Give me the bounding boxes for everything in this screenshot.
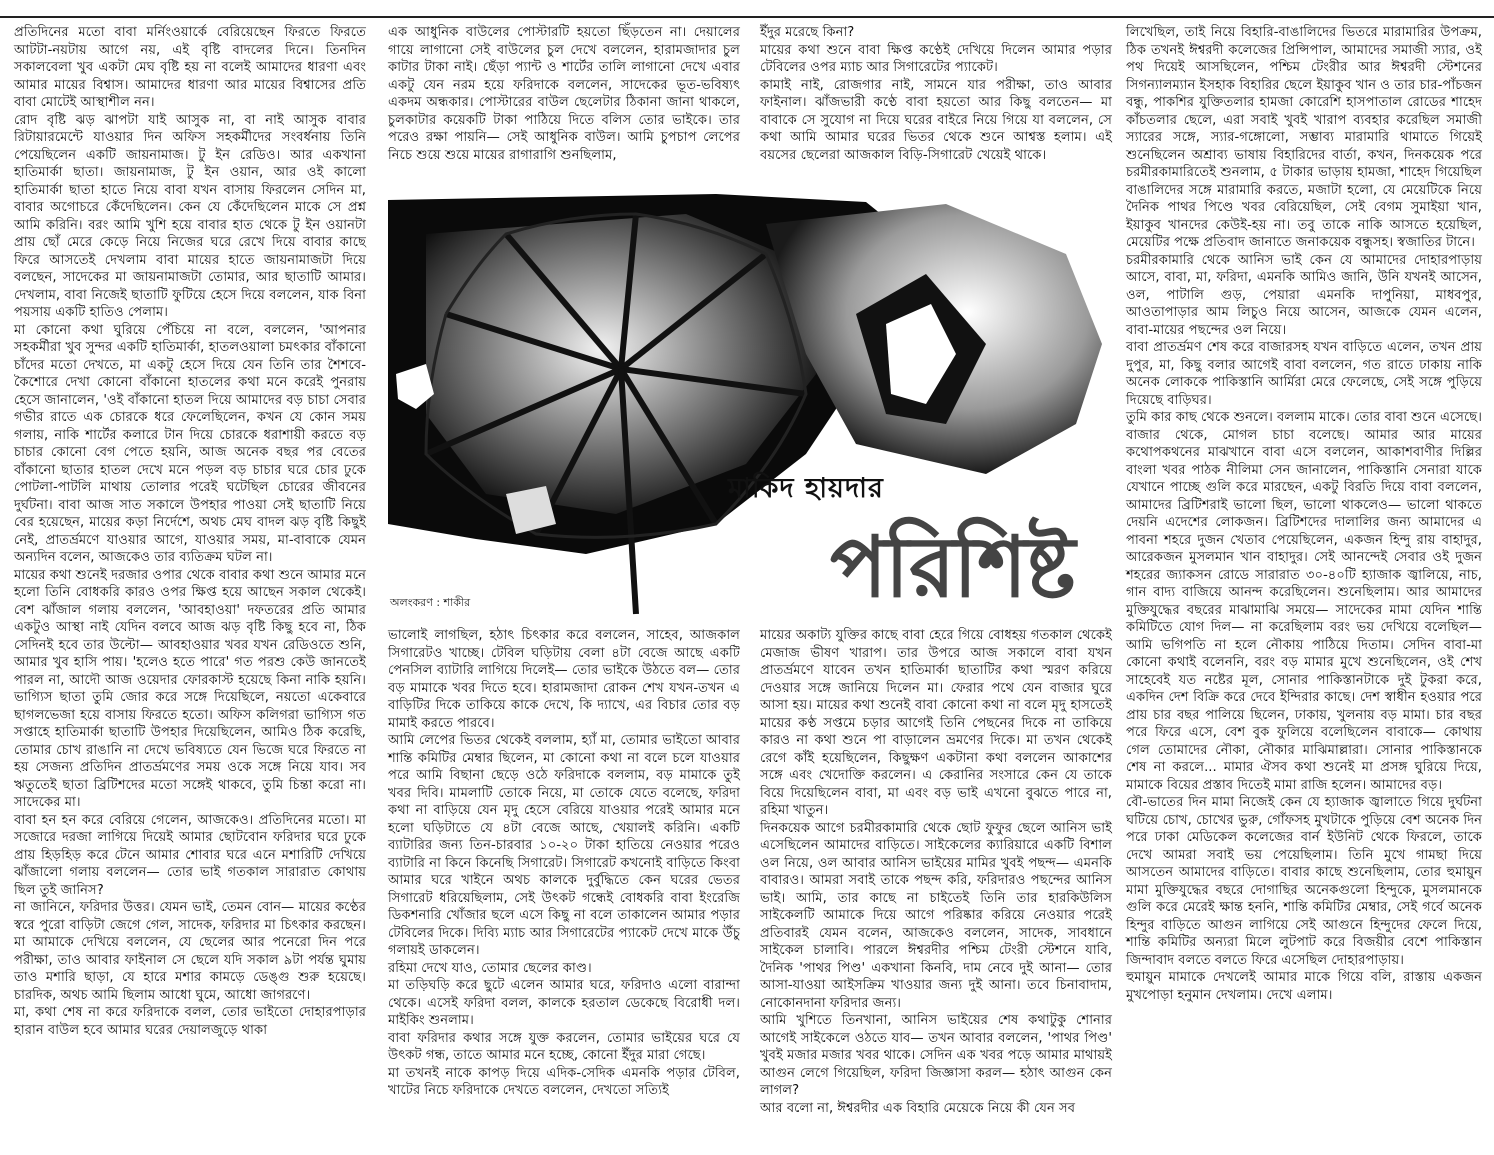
story-column-3-bottom [760, 627, 1112, 1137]
paragraph: আর বলো না, ঈশ্বরদীর এক বিহারি মেয়েকে নিয়ে কী যেন সব [760, 1100, 1076, 1116]
paragraph: দিনকয়েক আগে চরমীরকামারি থেকে ছোট ফুফুর ছেলে আনিস ভাই এসেছিলেন আমাদের বাড়িতে। সাইকেলের ক্যারিয়ারে একটি বিশাল ওল নিয়ে, ওল আবার আনিস ভাইয়ের মামির খুবই পছন্দ— এমনকি বাবারও। আমরা সবাই তাকে পছন্দ করি, ফরিদারও পছন্দের আনিস ভাই। আমি, তার কাছে না চাইতেই তিনি তার হারকিউলিস সাইকেলটি আমাকে দিয়ে আগে পরিষ্কার করিয়ে নেওয়ার পরেই প্রতিবারই যেমন বলেন, আজকেও বললেন, সাদেক, সাবধানে সাইকেল চালাবি। পারলে ঈশ্বরদীর পশ্চিম টেংরী স্টেশনে যাবি, দৈনিক 'পাথর পিণ্ড' একখানা কিনবি, দাম নেবে দুই আনা— তোর আসা-যাওয়া আইসক্রিম খাওয়ার জন্য দুই আনা। তবে চিনাবাদাম, নোকোনদানা ফরিদার জন্য। [760, 820, 1112, 1011]
story-column-2-bottom [388, 627, 740, 1137]
paragraph: বাবা ফরিদার কথার সঙ্গে যুক্ত করলেন, তোমার ভাইয়ের ঘরে যে উৎকট গন্ধ, তাতে আমার মনে হচ্ছে, কোনো ইঁদুর মারা গেছে। [388, 1030, 740, 1063]
paragraph: বৌ-ভাতের দিন মামা নিজেই কেন যে হ্যাজাক জ্বালাতে গিয়ে দুর্ঘটনা ঘটিয়ে চোখ, চোখের ভুরু, গোঁফসহ মুখটাকে পুড়িয়ে বেশ অনেক দিন পরে ঢাকা মেডিকেল কলেজের বার্ন ইউনিট থেকে ফিরলে, তাকে দেখে আমরা সবাই ভয় পেয়েছিলাম। তিনি মুখে গামছা দিয়ে আসতেন আমাদের বাড়িতে। বাবার কাছে শুনেছিলাম, তোর হুমায়ুন মামা মুক্তিযুদ্ধের বছরে দোগাছির অনেকগুলো হিন্দুকে, মুসলমানকে গুলি করে মেরেই ক্ষান্ত হননি, শান্তি কমিটির মেম্বার, সেই গর্বে অনেক হিন্দুর বাড়িতে আগুন লাগিয়ে সেই আগুনে হিন্দুদের ফেলে দিয়ে, শান্তি কমিটির অন্যরা মিলে লুটপাট করে বিজয়ীর বেশে পাকিস্তান জিন্দাবাদ বলতে বলতে ফিরে এসেছিল দোহারপাড়ায়। [1126, 795, 1482, 968]
paragraph: তুমি কার কাছ থেকে শুনলে। বললাম মাকে। তোর বাবা শুনে এসেছে। বাজার থেকে, মোগল চাচা বলেছে। আমার আর মায়ের কথোপকথনের মাঝখানে বাবা এসে বললেন, আকাশবাণীর দিল্লির বাংলা খবর পাঠক নীলিমা সেন জানালেন, পাকিস্তানি সেনারা যাকে যেখানে পাচ্ছে গুলি করে মারছেন, একটু বিরতি দিয়ে বাবা বললেন, আমাদের ব্রিটিশরাই ভালো ছিল, ভালো থাকলেও— ভালো থাকতে দেয়নি এদেশের লোকজন। ব্রিটিশদের দালালির জন্য আমাদের এ পাবনা শহরে দুজন খেতাব পেয়েছিলেন, একজন হিন্দু রায় বাহাদুর, আরেকজন মুসলমান খান বাহাদুর। সেই আনন্দেই সেবার ওই দুজন শহরের জ্যাকসন রোডে সারারাত ৩০-৪০টি হ্যাজাক জ্বালিয়ে, নাচ, গান বাদ্য বাজিয়ে আনন্দ করেছিলেন। শুনেছিলাম। আর আমাদের মুক্তিযুদ্ধের বছরের মাঝামাঝি সময়ে— সাদেকের মামা যেদিন শান্তি কমিটিতে যোগ দিল— না করেছিলাম বরং ভয় দেখিয়ে বলেছিল— আমি ভগিপতি না হলে নৌকায় পাঠিয়ে দিতাম। সেদিন বাবা-মা কোনো কথাই বলেননি, বরং বড় মামার মুখে শুনেছিলেন, ওই শেখ সাহেবেই যত নষ্টের মূল, সোনার পাকিস্তানটাকে দুই টুকরা করে, একদিন দেশ বিক্রি করে দেবে ইন্দিরার কাছে। দেশ স্বাধীন হওয়ার পরে প্রায় চার বছর পালিয়ে ছিলেন, ঢাকায়, খুলনায় বড় মামা। চার বছর পরে ফিরে এসে, বেশ বুক ফুলিয়ে বলেছিলেন বাবাকে— কোথায় গেল তোমাদের নৌকা, নৌকার মাঝিমাল্লারা। সোনার পাকিস্তানকে শেষ না করলে... মামার ঐসব কথা শুনেই মা প্রসঙ্গ ঘুরিয়ে দিয়ে, মামাকে বিয়ের প্রস্তাব দিতেই মামা রাজি হলেন। আমাদের বড়। [1126, 410, 1482, 793]
paragraph: মা, কথা শেষ না করে ফরিদাকে বলল, তোর ভাইতো দোহারপাড়ার হারান বাউল হবে আমার ঘরের দেয়ালজুড়ে থাকা [14, 1005, 366, 1038]
paragraph: এক আধুনিক বাউলের পোস্টারটি হয়তো ছিঁড়তেন না। দেয়ালের গায়ে লাগানো সেই বাউলের চুল দেখে বললেন, হারামজাদার চুল কাটার টাকা নাই। ছেঁড়া প্যান্ট ও শার্টের তালি লাগানো দেখে এবার একটু যেন নরম হয়ে ফরিদাকে বললেন, সাদেকের ভূত-ভবিষ্যৎ একদম অন্ধকার। পোস্টারের বাউল ছেলেটার ঠিকানা জানা থাকলে, চুলকাটার কয়েকটি টাকা পাঠিয়ে দিতে বলিস তোর ভাইকে। তার পরেও রক্ষা পায়নি— সেই আধুনিক বাউল। আমি চুপচাপ লেপের নিচে শুয়ে শুয়ে মায়ের রাগারাগি শুনছিলাম, [388, 25, 740, 163]
paragraph: ভালোই লাগছিল, হঠাৎ চিৎকার করে বললেন, সাহেব, আজকাল সিগারেটও খাচ্ছে। টেবিল ঘড়িটায় বেলা ৪টা বেজে আছে একটি পেনসিল ব্যাটারি লাগিয়ে দিলেই— তোর ভাইকে উঠতে বল— তোর বড় মামাকে খবর দিতে হবে। হারামজাদা রোকন শেখ যখন-তখন এ বাড়িটির দিকে তাকিয়ে কাকে দেখে, কি দ্যাখে, এর বিচার তোর বড় মামাই করতে পারবে। [388, 628, 740, 731]
paragraph: কামাই নাই, রোজগার নাই, সামনে যার পরীক্ষা, তাও আবার ফাইনাল। ঝাঁজভারী কণ্ঠে বাবা হয়তো আর কিছু বলতেন— মা বাবাকে সে সুযোগ না দিয়ে ঘরের বাইরে নিয়ে গিয়ে যা বললেন, সে কথা আমি আমার ঘরের ভিতর থেকে শুনে আশ্বস্ত হলাম। এই বয়সের ছেলেরা আজকাল বিড়ি-সিগারেট খেয়েই থাকে। [760, 77, 1112, 163]
paragraph: মায়ের অকাট্য যুক্তির কাছে বাবা হেরে গিয়ে বোধহয় গতকাল থেকেই মেজাজ ভীষণ খারাপ। তার উপরে আজ সকালে বাবা যখন প্রাতর্ভ্রমণে যাবেন তখন হাতিমার্কা ছাতাটির কথা স্মরণ করিয়ে দেওয়ার সঙ্গে জানিয়ে দিলেন মা। ফেরার পথে যেন বাজার ঘুরে আসা হয়। মায়ের কথা শুনেই বাবা কোনো কথা না বলে মৃদু হাসতেই মায়ের কণ্ঠ সপ্তমে চড়ার আগেই তিনি পেছনের দিকে না তাকিয়ে কারও না কথা শুনে পা বাড়ালেন ভ্রমণের দিকে। মা তখন থেকেই রেগে কাঁই হয়েছিলেন, কিছুক্ষণ একটানা কথা বললেন আকাশের সঙ্গে এবং খেদোক্তি করলেন। এ কেরানির সংসারে কেন যে তাকে বিয়ে দিয়েছিলেন বাবা, মা এবং বড় ভাই এখনো বুঝতে পারে না, রহিমা খাতুন। [760, 628, 1112, 818]
illustration-credit: অলংকরণ : শাকীর [390, 596, 471, 609]
paragraph: মায়ের কথা শুনেই দরজার ওপার থেকে বাবার কথা শুনে আমার মনে হলো তিনি বোধকরি কারও ওপর ক্ষিপ্ত হয়ে আছেন সকাল থেকেই। বেশ ঝাঁজাল গলায় বললেন, 'আবহাওয়া' দফতরের প্রতি আমার একটুও আস্থা নাই যেদিন বলবে আজ ঝড় বৃষ্টি কিছু হবে না, ঠিক সেদিনই হবে তার উল্টো— আবহাওয়ার খবর যখন রেডিওতে শুনি, আমার খুব হাসি পায়। 'হলেও হতে পারে' গত পরশু কেউ জানতেই পারল না, আদৌ আজ ওয়েদার ফোরকাস্ট হয়েছে কিনা নাকি হয়নি। ভাগ্যিস ছাতা তুমি জোর করে সঙ্গে দিয়েছিলে, নয়তো একেবারে ছাগলভেজা হয়ে বাসায় ফিরতে হতো। অফিস কলিগরা ভাগ্যিস গত সপ্তাহে হাতিমার্কা ছাতাটি উপহার দিয়েছিলেন, আমিও ঠিক করেছি, তোমার চোখ রাঙানি না দেখে ভবিষ্যতে যেন ভিজে ঘরে ফিরতে না হয় সেজন্য প্রতিদিন প্রাতর্ভ্রমণের সময় ওকে সঙ্গে নিয়ে যাব। সব ঋতুতেই ছাতা ব্রিটিশদের মতো সঙ্গেই থাকবে, তুমি চিন্তা করো না। সাদেকের মা। [14, 567, 366, 810]
paragraph: রোদ বৃষ্টি ঝড় ঝাপটা যাই আসুক না, বা নাই আসুক বাবার রিটায়ারমেন্টে যাওয়ার দিন অফিস সহকর্মীদের সংবর্ধনায় তিনি পেয়েছিলেন একটি জায়নামাজ। টু ইন রেডিও। আর একখানা হাতিমার্কা ছাতা। জায়নামাজ, টু ইন ওয়ান, আর ওই কালো হাতিমার্কা ছাতা হাতে নিয়ে বাবা যখন বাসায় ফিরলেন সেদিন মা, বাবার অগোচরে কেঁদেছিলেন। কেন যে কেঁদেছিলেন মাকে সে প্রশ্ন আমি করিনি। বরং আমি খুশি হয়ে বাবার হাত থেকে টু ইন ওয়ানটা প্রায় ছোঁ মেরে কেড়ে নিয়ে নিজের ঘরে রেখে দিয়ে বাবার কাছে ফিরে আসতেই দেখলাম বাবা মায়ের হাতে জায়নামাজটা দিয়ে বলছেন, সাদেকের মা জায়নামাজটা তোমার, আর ছাতাটি আমার। দেখলাম, বাবা নিজেই ছাতাটি ফুটিয়ে হেসে দিয়ে বললেন, যাক বিনা পয়সায় একটি হাতিও পেলাম। [14, 112, 366, 320]
paragraph: লিখেছিল, তাই নিয়ে বিহারি-বাঙালিদের ভিতরে মারামারির উপক্রম, ঠিক তখনই ঈশ্বরদী কলেজের প্রিন্সিপাল, আমাদের সমাজী স্যার, ওই পথ দিয়েই আসছিলেন, পশ্চিম টেংরীর আর ঈশ্বরদী স্টেশনের সিগন্যালম্যান ইসহাক বিহারির ছেলে ইয়াকুব খান ও তার চার-পাঁচজন বন্ধু, পাকশির যুক্তিতলার হামজা কোরেশি হাসপাতাল রোডের শাহেদ কাঁচতলার ছেলে, এরা সবাই খুবই খারাপ ব্যবহার করেছিল সমাজী স্যারের সঙ্গে, স্যার-গঙ্গোলো, সম্ভাব্য মারামারি থামাতে গিয়েই শুনেছিলেন অশ্রাব্য ভাষায় বিহারিদের বার্তা, কখন, দিনকয়েক পরে চরমীরকামারিতেই শুনলাম, ৫ টাকার ভাড়ায় হামজা, শাহেদ গিয়েছিল বাঙালিদের সঙ্গে মারামারি করতে, মজাটা হলো, যে মেয়েটিকে নিয়ে দৈনিক পাথর পিণ্ডে খবর বেরিয়েছিল, সেই বেগম সুমাইয়া খান, ইয়াকুব খানদের কেউই-হয় না। তবু তাকে নাকি আসতে হয়েছিল, মেয়েটির পক্ষে প্রতিবাদ জানাতে জনাকয়েক বন্ধুসহ। স্বজাতির টানে। [1126, 25, 1482, 250]
byline: মাকিদ হায়দার [728, 473, 884, 504]
paragraph: বাবা হন হন করে বেরিয়ে গেলেন, আজকেও। প্রতিদিনের মতো। মা সজোরে দরজা লাগিয়ে দিয়েই আমার ছোটবোন ফরিদার ঘরে ঢুকে প্রায় হিড়হিড় করে টেনে আমার শোবার ঘরে এনে মশারিটি দেখিয়ে ঝাঁজালো গলায় বললেন— তোর ভাই গতকাল সারারাত কোথায় ছিল তুই জানিস? [14, 812, 366, 898]
paragraph: চরমীরকামারি থেকে আনিস ভাই কেন যে আমাদের দোহারপাড়ায় আসে, বাবা, মা, ফরিদা, এমনকি আমিও জানি, উনি যখনই আসেন, ওল, পাটালি গুড়, পেয়ারা এমনকি দাপুনিয়া, মাধবপুর, আওতাপাড়ার আম লিচুও নিয়ে আসেন, আজকে যেমন এলেন, বাবা-মায়ের পছন্দের ওল নিয়ে। [1126, 252, 1482, 338]
paragraph: হুমায়ুন মামাকে দেখলেই আমার মাকে গিয়ে বলি, রাস্তায় একজন মুখপোড়া হনুমান দেখলাম। দেখে এলাম। [1126, 970, 1482, 1003]
paragraph: ইঁদুর মরেছে কিনা? [760, 25, 855, 40]
story-column-4 [1126, 24, 1482, 1150]
paragraph: প্রতিদিনের মতো বাবা মর্নিংওয়ার্কে বেরিয়েছেন ফিরতে ফিরতে আটটা-নয়টায় আগে নয়, এই বৃষ্টি বাদলের দিনে। তিনদিন সকালবেলা খুব একটা মেঘ বৃষ্টি হয় না বলেই আমাদের ধারণা এবং আমার মায়ের বিশ্বাস। আমাদের ধারণা আর মায়ের বিশ্বাসের প্রতি বাবা মোটেই আস্থাশীল নন। [14, 25, 366, 110]
paragraph: মায়ের কথা শুনে বাবা ক্ষিপ্ত কণ্ঠেই দেখিয়ে দিলেন আমার পড়ার টেবিলের ওপর ম্যাচ আর সিগারেটের প্যাকেট। [760, 42, 1112, 75]
paragraph: মা তখনই নাকে কাপড় দিয়ে এদিক-সেদিক এমনকি পড়ার টেবিল, খাটের নিচে ফরিদাকে দেখতে বললেন, দেখতো সত্যিই [388, 1065, 740, 1098]
story-column-3-top [760, 24, 1112, 176]
paragraph: না জানিনে, ফরিদার উত্তর। যেমন ভাই, তেমন বোন— মায়ের কণ্ঠের স্বরে পুরো বাড়িটা জেগে গেল, সাদেক, ফরিদার মা চিৎকার করছেন। মা আমাকে দেখিয়ে বললেন, যে ছেলের আর পনেরো দিন পরে পরীক্ষা, তাও আবার ফাইনাল সে ছেলে যদি সকাল ৯টা পর্যন্ত ঘুমায় তাও মশারি ছাড়া, যে হারে মশার কামড়ে ডেঙ্গু শুরু হয়েছে। চারদিক, অথচ আমি ছিলাম আধো ঘুমে, আধো জাগরণে। [14, 900, 366, 1003]
story-column-1 [14, 24, 366, 1150]
paragraph: রহিমা দেখে যাও, তোমার ছেলের কাণ্ড। [388, 960, 592, 976]
paragraph: মা কোনো কথা ঘুরিয়ে পেঁচিয়ে না বলে, বললেন, 'আপনার সহকর্মীরা খুব সুন্দর একটি হাতিমার্কা, হাতলওয়ালা চমৎকার বাঁকানো চাঁদের মতো দেখতে, মা একটু হেসে দিয়ে যেন তিনি তার শৈশবে-কৈশোরে দেখা কোনো বাঁকানো হাতলের কথা মনে করেই পুনরায় হেসে জানালেন, 'ওই বাঁকানো হাতল দিয়ে আমাদের বড় চাচা সেবার গভীর রাতে এক চোরকে ধরে ফেলেছিলেন, কখন যে কোন সময় গলায়, নাকি শার্টের কলারে টান দিয়ে চোরকে ধরাশায়ী করতে বড় চাচার কোনো বেগ পেতে হয়নি, আজ অনেক বছর পর বেতের বাঁকানো ছাতার হাতল দেখে মনে পড়ল বড় চাচার ঘরে চোর ঢুকে পোটলা-পাটলি মাথায় তোলার পরেই ঘটেছিল চোরের জীবনের দুর্ঘটনা। বাবা আজ সাত সকালে উপহার পাওয়া সেই ছাতাটি নিয়ে বের হয়েছেন, মায়ের কড়া নির্দেশে, অথচ মেঘ বাদল ঝড় বৃষ্টি কিছুই নেই, প্রাতর্ভ্রমণে যাওয়ার আগে, যাওয়ার সময়, মা-বাবাকে যেমন অন্যদিন বলেন, আজকেও তার ব্যতিক্রম ঘটল না। [14, 322, 366, 565]
story-column-2-top [388, 24, 740, 176]
paragraph: আমি খুশিতে তিনখানা, আনিস ভাইয়ের শেষ কথাটুকু শোনার আগেই সাইকেলে ওঠতে যাব— তখন আবার বললেন, 'পাথর পিণ্ড' খুবই মজার মজার খবর থাকে। সেদিন এক খবর পড়ে আমার মাথায়ই আগুন লেগে গিয়েছিল, ফরিদা জিজ্ঞাসা করল— হঠাৎ আগুন কেন লাগল? [760, 1013, 1112, 1098]
page-top-rule [0, 0, 1494, 18]
paragraph: বাবা প্রাতর্ভ্রমণ শেষ করে বাজারসহ যখন বাড়িতে এলেন, তখন প্রায় দুপুর, মা, কিছু বলার আগেই বাবা বললেন, গত রাতে ঢাকায় নাকি অনেক লোককে পাকিস্তানি আর্মিরা মেরে ফেলেছে, সেই সঙ্গে পুড়িয়ে দিয়েছে বাড়িঘর। [1126, 340, 1482, 408]
story-title: পরিশিষ্ট [830, 518, 1074, 616]
paragraph: আমি লেপের ভিতর থেকেই বললাম, হ্যাঁ মা, তোমার ভাইতো আবার শান্তি কমিটির মেম্বার ছিলেন, মা কোনো কথা না বলে চলে যাওয়ার পরে আমি বিছানা ছেড়ে ওঠে ফরিদাকে বললাম, বড় মামাকে তুই খবর দিবি। মামলাটি তোকে নিয়ে, মা তোকে যেতে বলেছে, ফরিদা কথা না বাড়িয়ে যেন মৃদু হেসে বেরিয়ে যাওয়ার পরেই আমার মনে হলো ঘড়িটাতে যে ৪টা বেজে আছে, খেয়ালই করিনি। একটি ব্যাটারির জন্য তিন-চারবার ১০-২০ টাকা হাতিয়ে নেওয়ার পরেও ব্যাটারি না কিনে কিনেছি সিগারেট। সিগারেট কখনোই বাড়িতে কিংবা আমার ঘরে খাইনে অথচ কালকে দুর্বুদ্ধিতে কেন ঘরের ভেতর সিগারেট ধরিয়েছিলাম, সেই উৎকট গন্ধেই বোধকরি বাবা ইংরেজি ডিকশনারি খোঁজার ছলে এসে কিছু না বলে তাকালেন আমার পড়ার টেবিলের দিকে। দিব্যি ম্যাচ আর সিগারেটের প্যাকেট দেখে মাকে উঁচু গলায়ই ডাকলেন। [388, 733, 740, 958]
paragraph: মা তড়িঘড়ি করে ছুটে এলেন আমার ঘরে, ফরিদাও এলো বারান্দা থেকে। এসেই ফরিদা বলল, কালকে হরতাল ডেকেছে বিরোধী দল। মাইকিং শুনলাম। [388, 978, 740, 1028]
